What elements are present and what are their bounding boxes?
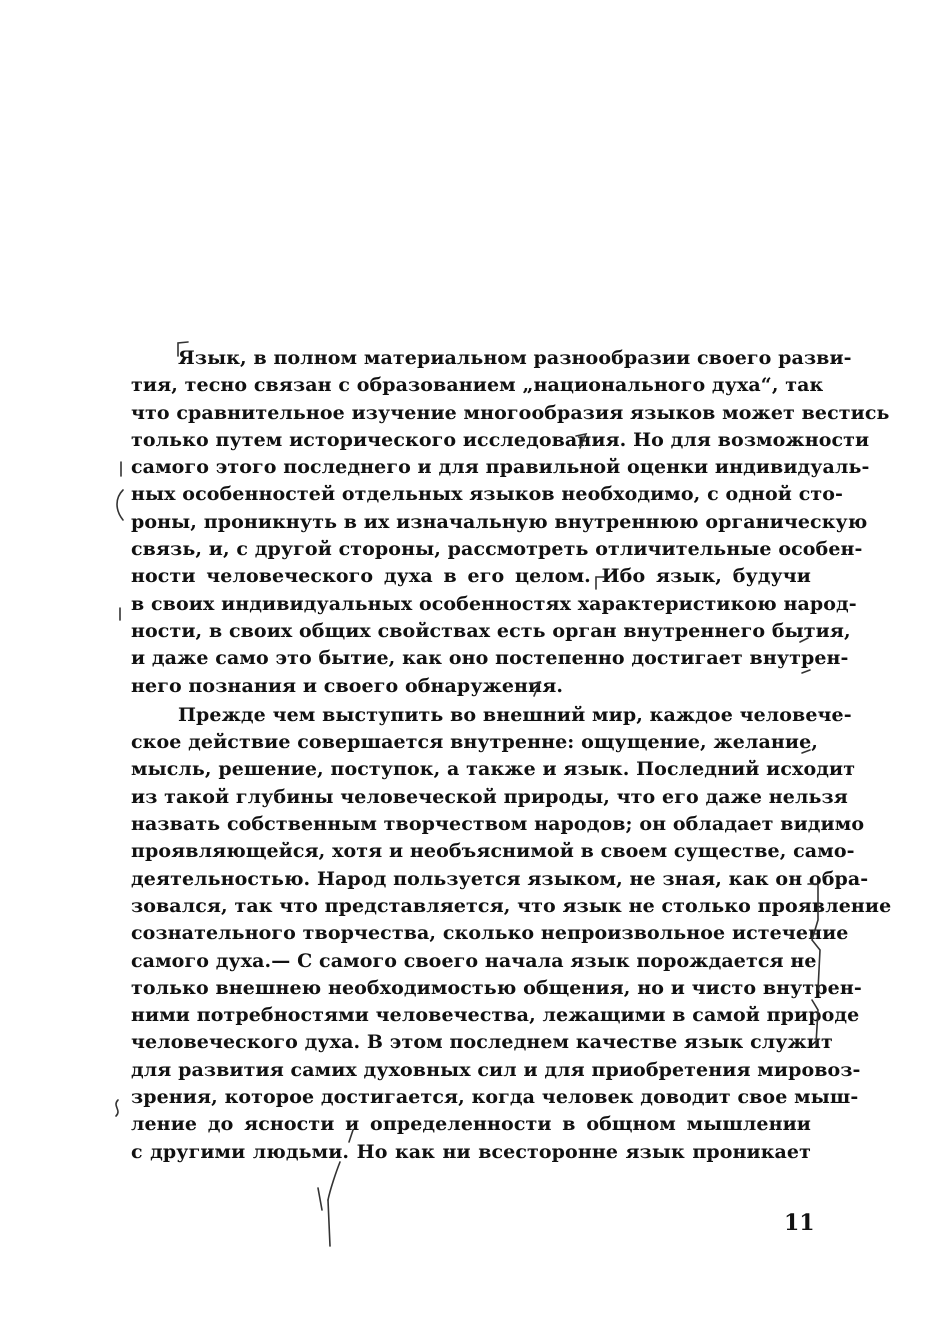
text-line: ление до ясности и определенности в общном мышлении: [131, 1113, 811, 1136]
pencil-margin-mark: [117, 490, 123, 520]
pencil-margin-mark: [328, 1200, 330, 1246]
text-line: только внешнею необходимостью общения, но и чисто внутрен-: [131, 976, 862, 999]
text-line: назвать собственным творчеством народов; он обладает видимо: [131, 813, 865, 836]
text-line: проявляющейся, хотя и необъяснимой в своем существе, само-: [131, 840, 855, 863]
text-line: только путем исторического исследования. Но для возможности: [131, 428, 870, 451]
text-line: что сравнительное изучение многообразия языков может вестись: [131, 401, 890, 424]
text-line: тия, тесно связан с образованием „национального духа“, так: [131, 374, 824, 397]
text-line: зовался, так что представляется, что язык не столько проявление: [131, 894, 892, 917]
text-line: зрения, которое достигается, когда человек доводит свое мыш-: [131, 1086, 859, 1109]
text-line: самого духа.— С самого своего начала язык порождается не: [131, 949, 817, 972]
text-line: ности, в своих общих свойствах есть орган внутреннего бытия,: [131, 619, 851, 642]
text-line: из такой глубины человеческой природы, что его даже нельзя: [131, 785, 848, 808]
text-line: связь, и, с другой стороны, рассмотреть отличительные особен-: [131, 538, 863, 561]
text-line: деятельностью. Народ пользуется языком, не зная, как он обра-: [131, 867, 869, 890]
text-line: Прежде чем выступить во внешний мир, каждое человече-: [178, 703, 852, 726]
text-line: ных особенностей отдельных языков необходимо, с одной сто-: [131, 483, 844, 506]
text-line: ними потребностями человечества, лежащими в самой природе: [131, 1004, 860, 1027]
text-line: в своих индивидуальных особенностях характеристикою народ-: [131, 592, 857, 615]
text-line: сознательного творчества, сколько непроизвольное истечение: [131, 922, 849, 945]
text-line: ности человеческого духа в его целом. Ибо язык, будучи: [131, 565, 811, 588]
text-line: роны, проникнуть в их изначальную внутреннюю органическую: [131, 510, 868, 533]
pencil-margin-mark: [318, 1188, 322, 1210]
text-line: ское действие совершается внутренне: ощущение, желание,: [131, 731, 818, 754]
text-line: Язык, в полном материальном разнообразии своего разви-: [178, 347, 852, 369]
paragraph-1: [131, 345, 890, 700]
pencil-margin-mark: [116, 1100, 118, 1116]
text-line: мысль, решение, поступок, а также и язык. Последний исходит: [131, 758, 856, 781]
paragraph-2: [131, 702, 892, 1166]
body-text: [131, 345, 892, 1166]
text-line: самого этого последнего и для правильной оценки индивидуаль-: [131, 456, 870, 479]
text-line: него познания и своего обнаружения.: [131, 674, 564, 697]
page-number: 11: [784, 1210, 815, 1236]
text-line: человеческого духа. В этом последнем качестве язык служит: [131, 1031, 833, 1054]
pencil-margin-mark: [328, 1162, 340, 1200]
text-line: для развития самих духовных сил и для приобретения мировоз-: [131, 1058, 861, 1081]
text-line: и даже само это бытие, как оно постепенно достигает внутрен-: [131, 647, 849, 670]
text-line: с другими людьми. Но как ни всесторонне язык проникает: [131, 1140, 811, 1163]
